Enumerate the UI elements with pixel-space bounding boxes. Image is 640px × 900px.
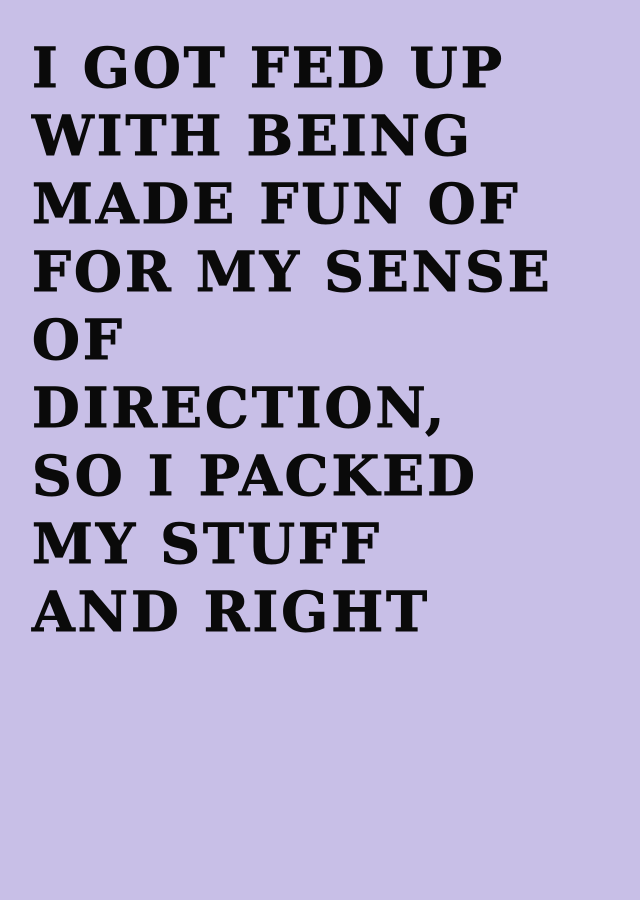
joke-line-4: FOR MY SENSE xyxy=(32,239,553,304)
joke-line-7: SO I PACKED xyxy=(32,443,478,508)
joke-line-6: DIRECTION, xyxy=(32,375,448,440)
joke-line-1: I GOT FED UP xyxy=(32,35,505,100)
joke-line-8: MY STUFF xyxy=(32,511,382,576)
joke-line-9: AND RIGHT xyxy=(32,579,431,644)
joke-line-2: WITH BEING xyxy=(32,103,473,168)
joke-text xyxy=(32,34,640,646)
joke-line-5: OF xyxy=(32,307,125,372)
joke-line-3: MADE FUN OF xyxy=(32,171,521,236)
